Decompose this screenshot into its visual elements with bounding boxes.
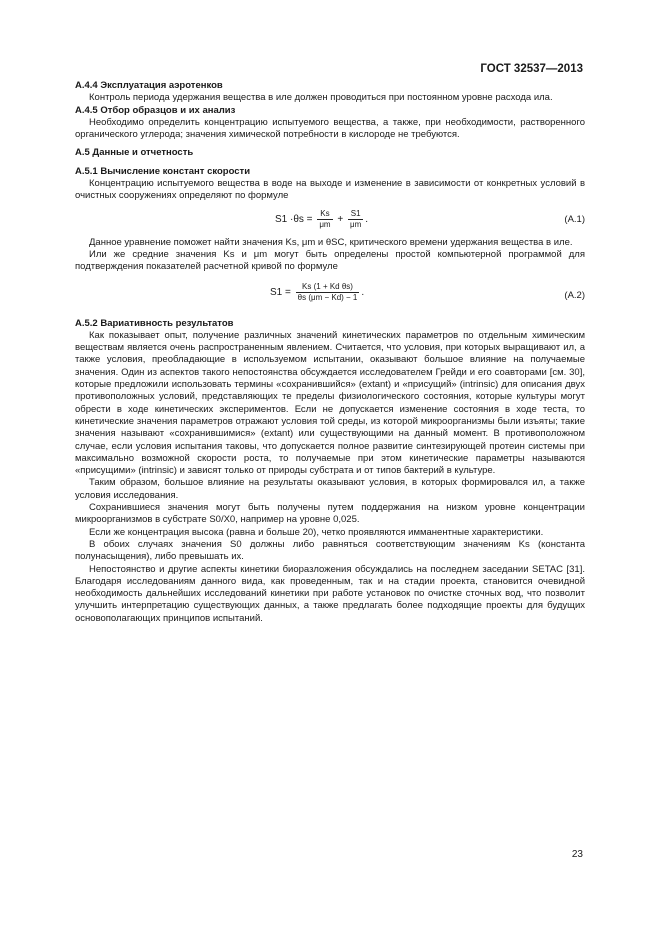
- formula-a1-frac2-den: μm: [350, 219, 362, 229]
- formula-a1: S1 ·θs = $\frac{Ks}{\mu m}$ + $\frac{S1}{\mu m}$ . (А.1): [275, 208, 585, 229]
- section-a51-title: А.5.1 Вычисление констант скорости: [75, 165, 251, 177]
- section-a52-paragraph5: В обоих случаях значения S0 должны либо равняться соответствующим значениям Ks (константа полунасыщения), либо превышать их.: [75, 538, 585, 563]
- section-a44-title: А.4.4 Эксплуатация аэротенков: [75, 80, 223, 91]
- after-formula1-paragraph2: Или же средние значения Ks и μm могут быть определены простой компьютерной программой для подтверждения показателей расчетной кривой по формуле: [75, 248, 585, 273]
- formula-a2-numerator: Ks (1 + Kd θs): [296, 282, 360, 293]
- after-formula1-paragraph1: Данное уравнение поможет найти значения Ks, μm и θSC, критического времени удержания вещества в иле.: [89, 236, 573, 248]
- section-a45-title: А.4.5 Отбор образцов и их анализ: [75, 104, 236, 116]
- formula-a2-lhs: S1 =: [270, 286, 291, 298]
- section-a51-text: Концентрацию испытуемого вещества в воде на выходе и изменение в зависимости от конкретных условий в очистных сооружениях определяют по формуле: [75, 178, 585, 202]
- section-a44-text: Контроль периода удержания вещества в иле должен проводиться при постоянном уровне расхода ила.: [89, 92, 553, 104]
- page-number: 23: [571, 849, 583, 860]
- formula-a1-frac1-den: μm: [319, 219, 331, 229]
- formula-a1-number: (А.1): [564, 213, 585, 225]
- section-a52-paragraph1: Как показывает опыт, получение различных значений кинетических параметров по отдельным химическим веществам является очень распространенным явлением. Считается, что условия, при которых выращивают ил, а также условия, преобладающие в используемом испытании, оказывают большое влияние на получаемые значения. Один из аспектов такого непостоянства обсуждается исследователем Грейди и его соавторами [см. 30], которые предложили использовать термины «сохранившийся» (extant) и «присущий» (intrinsic) для описания двух противоположных условий, представляющих те пределы физиологического состояния, которые культуры могут обрести в ходе кинетических экспериментов. Если не допускается изменение состояния в ходе теста, то кинетические значения параметров отражают условия той среды, из которой микроорганизмы были изъяты; такие значения называют «сохранившимися» (extant) или существующими на данный момент. В противоположном случае, если условия испытания таковы, что допускается полное развитие синтезирующей протеин системы при максимально возможной скорости роста, то получаемые при этом кинетические параметры называются «присущими» (intrinsic) и зависят только от природы субстрата и от типов бактерий в культуре.: [75, 329, 585, 477]
- section-a52-paragraph3: Сохранившиеся значения могут быть получены путем поддержания на низком уровне концентрации микроорганизмов в субстрате S0/X0, например на уровне 0,025.: [75, 502, 585, 526]
- section-a52-title: А.5.2 Вариативность результатов: [75, 317, 234, 329]
- formula-a2-number: (А.2): [564, 289, 585, 301]
- formula-a1-frac1: [317, 209, 332, 230]
- standard-header: ГОСТ 32537—2013: [480, 63, 583, 75]
- document-body: [75, 80, 585, 625]
- formula-a1-frac1-num: Ks: [317, 209, 332, 220]
- formula-a1-frac2-num: S1: [348, 209, 363, 220]
- section-a45-text: Необходимо определить концентрацию испытуемого вещества, а также, при необходимости, растворенного органического углерода; значения химической потребности в кислороде не требуются.: [75, 116, 585, 141]
- formula-a2-denominator: θs (μm − Kd) − 1: [297, 292, 358, 302]
- formula-a1-lhs: S1 ·θs =: [275, 213, 313, 225]
- formula-a2-frac: [296, 282, 360, 303]
- formula-a2: S1 = $\frac{\text{Ks (1 + Kd θs)}}{\theta s (\mu m - Kd) - 1}$ . (А.2): [270, 281, 585, 302]
- section-a52-paragraph2: Таким образом, большое влияние на результаты оказывают условия, в которых формировался ил, а также условия исследования.: [75, 477, 585, 501]
- formula-a1-frac2: [348, 209, 363, 230]
- section-a52-paragraph6: Непостоянство и другие аспекты кинетики биоразложения обсуждались на последнем заседании SETAC [31]. Благодаря исследованиям данного вида, как проведенным, так и на стадии проекта, становится очевидной необходимость дальнейших исследований кинетики при работе установок по очистке сточных вод, что позволит улучшить интерпретацию существующих данных, а также предлагать более подходящие проекты для будущих основополагающих принципов испытаний.: [75, 563, 585, 624]
- formula-a1-plus: +: [337, 213, 344, 225]
- section-a5-title: А.5 Данные и отчетность: [75, 147, 194, 159]
- section-a52-paragraph4: Если же концентрация высока (равна и больше 20), четко проявляются имманентные характеристики.: [89, 526, 544, 538]
